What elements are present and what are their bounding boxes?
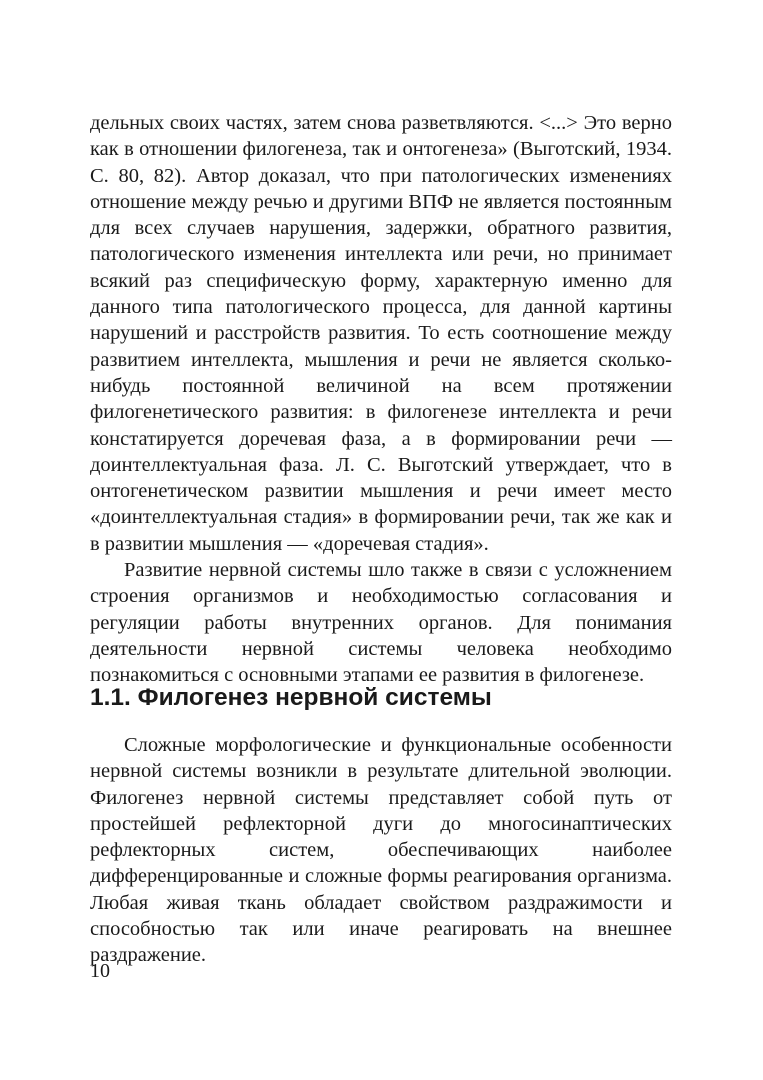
- section-heading: 1.1. Филогенез нервной системы: [90, 684, 492, 711]
- paragraph-phylogenesis: Сложные морфологические и функциональные особенности нервной системы возникли в результате длительной эволюции. Филогенез нервной системы представляет собой путь от простейшей рефлекторной дуги до многосинаптических рефлекторных систем, обеспечивающих наиболее дифференцированные и сложные формы реагирования организма. Любая живая ткань обладает свойством раздражимости и способностью так или иначе реагировать на внешнее раздражение.: [90, 734, 672, 967]
- body-text-bottom: [90, 732, 672, 969]
- paragraph-nervous-system-development: Развитие нервной системы шло также в связи с усложнением строения организмов и необходимостью согласования и регуляции работы внутренних органов. Для понимания деятельности нервной системы человека необходимо познакомиться с основными этапами ее развития в филогенезе.: [90, 559, 672, 687]
- paragraph-continuation: дельных своих частях, затем снова разветвляются. <...> Это верно как в отношении филогенеза, так и онтогенеза» (Выготский, 1934. С. 80, 82). Автор доказал, что при патологических изменениях отношение между речью и другими ВПФ не является постоянным для всех случаев нарушения, задержки, обратного развития, патологического изменения интеллекта или речи, но принимает всякий раз специфическую форму, характерную именно для данного типа патологического процесса, для данной картины нарушений и расстройств развития. То есть соотношение между развитием интеллекта, мышления и речи не является сколько-нибудь постоянной величиной на всем протяжении филогенетического развития: в филогенезе интеллекта и речи констатируется доречевая фаза, а в формировании речи — доинтеллектуальная фаза. Л. С. Выготский утверждает, что в онтогенетическом развитии мышления и речи имеет место «доинтеллектуальная стадия» в формировании речи, так же как и в развитии мышления — «доречевая стадия».: [90, 112, 672, 555]
- page-number: 10: [90, 960, 110, 982]
- body-text-top: [90, 110, 672, 689]
